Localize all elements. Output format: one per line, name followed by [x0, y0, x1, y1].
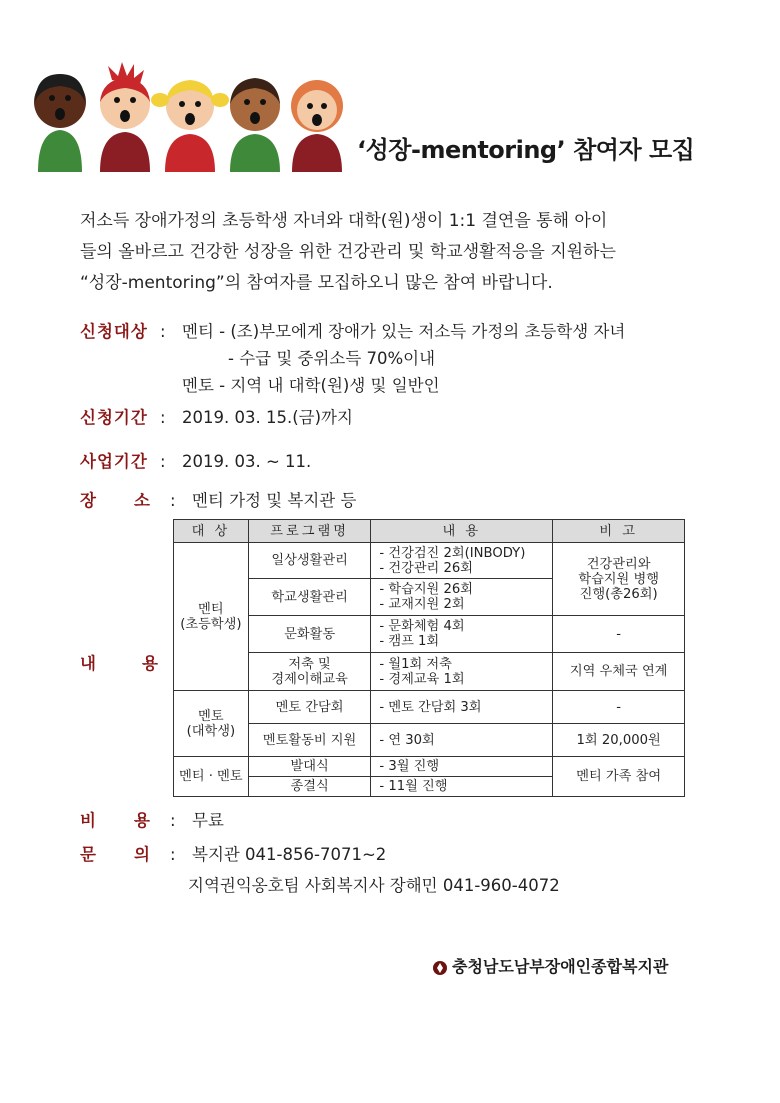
- kids-illustration: [30, 62, 348, 172]
- intro-paragraph: [80, 206, 720, 299]
- program-content: - 3월 진행: [371, 757, 553, 777]
- program-content: - 건강검진 2회(INBODY) - 건강관리 26회: [371, 543, 553, 579]
- project-period-row: 사업기간 : 2019. 03. ~ 11.: [80, 448, 311, 472]
- inquiry-line1: 복지관 041-856-7071~2: [192, 845, 387, 864]
- program-name: 문화활동: [248, 616, 371, 653]
- footer-org: 충청남도남부장애인종합복지관: [432, 954, 668, 977]
- target-mentor: 멘토 - 지역 내 대학(원)생 및 일반인: [182, 376, 440, 395]
- program-name: 멘토활동비 지원: [248, 724, 371, 757]
- target-mentee: 멘티 - (조)부모에게 장애가 있는 저소득 가정의 초등학생 자녀: [182, 322, 626, 341]
- program-content: - 11월 진행: [371, 777, 553, 797]
- place-value: 멘티 가정 및 복지관 등: [192, 491, 357, 510]
- cost-label: 비 용: [80, 811, 150, 830]
- table-row: [174, 653, 685, 691]
- table-row: [174, 724, 685, 757]
- kid-blonde-hair-icon: [151, 80, 229, 172]
- program-name: 학교생활관리: [248, 579, 371, 616]
- program-name: 발대식: [248, 757, 371, 777]
- kid-orange-hair-icon: [291, 80, 343, 172]
- apply-period-row: 신청기간 : 2019. 03. 15.(금)까지: [80, 404, 353, 428]
- program-note: 멘티 가족 참여: [553, 757, 685, 797]
- target-label: 신청대상: [80, 322, 148, 341]
- inquiry-line2: 지역권익옹호팀 사회복지사 장해민 041-960-4072: [188, 876, 560, 895]
- inquiry-row: 문 의 : 복지관 041-856-7071~2: [80, 841, 386, 865]
- program-note: 1회 20,000원: [553, 724, 685, 757]
- content-label: 내 용: [80, 654, 158, 673]
- table-row: [174, 691, 685, 724]
- target-row: 신청대상 : 멘티 - (조)부모에게 장애가 있는 저소득 가정의 초등학생 자녀: [80, 318, 625, 342]
- apply-period-value: 2019. 03. 15.(금)까지: [182, 408, 353, 427]
- program-content: - 문화체험 4회 - 캠프 1회: [371, 616, 553, 653]
- org-logo-icon: [432, 960, 448, 976]
- place-label: 장 소: [80, 491, 150, 510]
- intro-line: 들의 올바르고 건강한 성장을 위한 건강관리 및 학교생활적응을 지원하는: [80, 242, 616, 262]
- kid-red-hair-icon: [100, 62, 150, 172]
- program-name: 저축 및 경제이해교육: [248, 653, 371, 691]
- program-table: [173, 519, 685, 797]
- place-row: 장 소 : 멘티 가정 및 복지관 등: [80, 487, 356, 511]
- program-content: - 학습지원 26회 - 교재지원 2회: [371, 579, 553, 616]
- inquiry-label: 문 의: [80, 845, 150, 864]
- header-note: 비 고: [553, 520, 685, 543]
- header-content: 내 용: [371, 520, 553, 543]
- program-note: 지역 우체국 연계: [553, 653, 685, 691]
- apply-period-label: 신청기간: [80, 408, 148, 427]
- group-mentee: 멘티 (초등학생): [174, 543, 249, 691]
- group-mentor: 멘토 (대학생): [174, 691, 249, 757]
- kid-black-hair-icon: [34, 74, 86, 172]
- table-row: [174, 616, 685, 653]
- project-period-label: 사업기간: [80, 452, 148, 471]
- header-program: 프로그램명: [248, 520, 371, 543]
- group-both: 멘티 · 멘토: [174, 757, 249, 797]
- program-content: - 연 30회: [371, 724, 553, 757]
- program-note: -: [553, 691, 685, 724]
- header-target: 대 상: [174, 520, 249, 543]
- cost-value: 무료: [192, 811, 224, 830]
- program-name: 일상생활관리: [248, 543, 371, 579]
- program-note: -: [553, 616, 685, 653]
- program-name: 멘토 간담회: [248, 691, 371, 724]
- program-content: - 멘토 간담회 3회: [371, 691, 553, 724]
- table-row: [174, 543, 685, 579]
- intro-line: “성장-mentoring”의 참여자를 모집하오니 많은 참여 바랍니다.: [80, 273, 553, 293]
- table-header-row: [174, 520, 685, 543]
- page-title: ‘성장-mentoring’ 참여자 모집: [357, 136, 695, 164]
- program-content: - 월1회 저축 - 경제교육 1회: [371, 653, 553, 691]
- program-note: 건강관리와 학습지원 병행 진행(총26회): [553, 543, 685, 616]
- intro-line: 저소득 장애가정의 초등학생 자녀와 대학(원)생이 1:1 결연을 통해 아이: [80, 211, 608, 231]
- kid-brown-hair-icon: [230, 78, 280, 172]
- project-period-value: 2019. 03. ~ 11.: [182, 452, 312, 471]
- target-mentee-sub: - 수급 및 중위소득 70%이내: [228, 349, 436, 368]
- table-row: [174, 757, 685, 777]
- cost-row: 비 용 : 무료: [80, 807, 224, 831]
- program-name: 종결식: [248, 777, 371, 797]
